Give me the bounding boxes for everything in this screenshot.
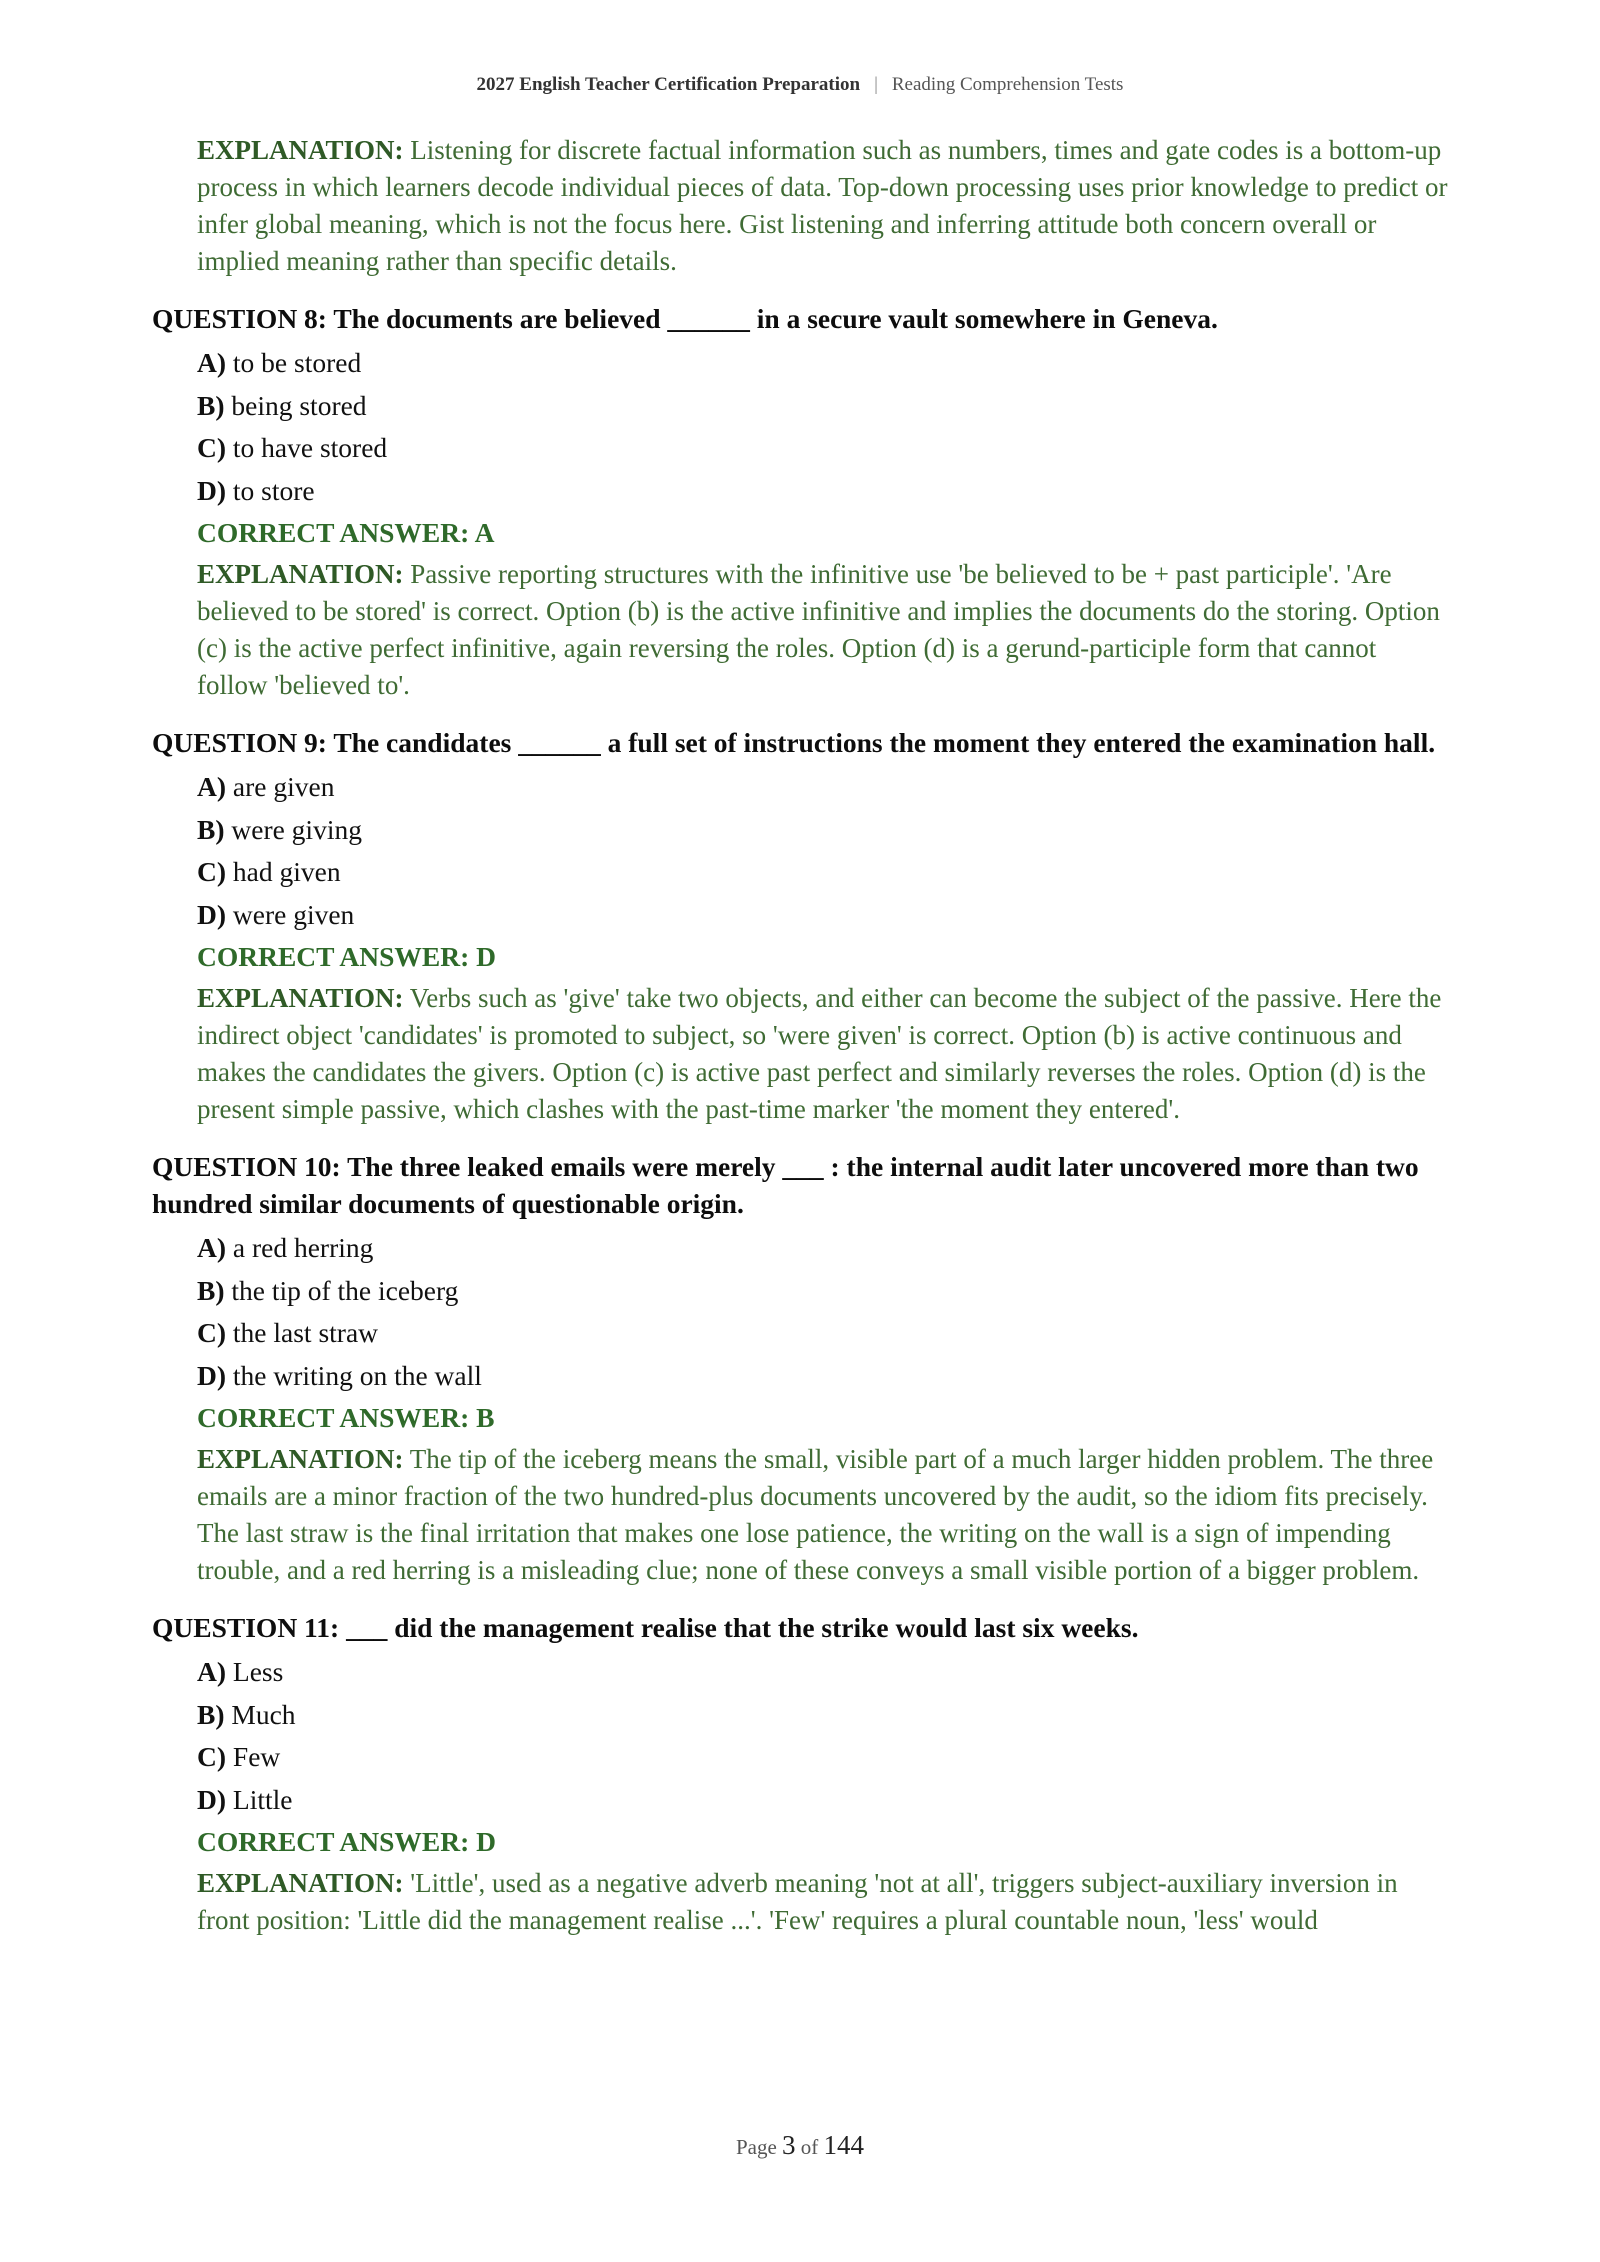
correct-answer: CORRECT ANSWER: D [197,941,496,972]
option-a [197,344,1452,381]
correct-answer: CORRECT ANSWER: D [197,1826,496,1857]
question-block-11 [152,1609,1452,1939]
option-c [197,429,1452,466]
option-text: a red herring [232,1232,374,1263]
option-text: to be stored [232,347,362,378]
question-prompt: QUESTION 8: The documents are believed ______ in a secure vault somewhere in Geneva. [152,303,1218,334]
option-text: being stored [231,389,367,421]
question-prompt: QUESTION 9: The candidates ______ a full set of instructions the moment they entered the examination hall. [152,727,1436,758]
question-block-10 [152,1148,1452,1589]
question-prompt: QUESTION 10: The three leaked emails were merely ___ : the internal audit later uncovered more than two hundred similar documents of questionable origin. [152,1151,1419,1219]
option-letter: C) [197,856,227,887]
option-b [197,387,1452,424]
option-b [197,1272,1452,1309]
explanation-label: EXPLANATION: [197,1444,404,1474]
option-letter: B) [197,389,225,421]
option-letter: A) [197,1232,227,1263]
option-letter: D) [197,1359,227,1391]
option-d [197,896,1452,933]
section-title: Reading Comprehension Tests [891,74,1124,95]
option-c [197,1314,1452,1351]
explanation-q7 [197,132,1452,280]
option-text: Much [231,1698,296,1730]
correct-answer: CORRECT ANSWER: B [197,1402,495,1433]
page-content [152,132,1452,1939]
option-a [197,768,1452,805]
question-block-8 [152,300,1452,704]
option-d [197,1357,1452,1394]
correct-answer: CORRECT ANSWER: A [197,517,495,548]
option-text: were giving [231,813,362,845]
option-text: the tip of the iceberg [231,1274,459,1306]
question-prompt: QUESTION 11: ___ did the management realise that the strike would last six weeks. [152,1612,1139,1643]
option-text: Less [232,1656,284,1687]
explanation-label: EXPLANATION: [197,983,404,1013]
option-text: the writing on the wall [232,1359,482,1391]
total-pages: 144 [823,2130,865,2160]
option-d [197,1781,1452,1818]
explanation-text: Listening for discrete factual information such as numbers, times and gate codes is a bottom-up process in which learners decode individual pieces of data. Top-down processing uses prior knowledge to predict or infer global meaning, which is not the focus here. Gist listening and inferring attitude both concern overall or implied meaning rather than specific details. [197,135,1448,276]
option-letter: C) [197,1317,227,1348]
option-letter: D) [197,474,227,506]
option-letter: A) [197,347,227,378]
option-text: to have stored [232,432,388,463]
option-text: to store [232,474,315,506]
explanation-text: Passive reporting structures with the infinitive use 'be believed to be + past participle'. 'Are believed to be stored' is correct. Option (b) is the active infinitive and implies the documents do the storing. Option (c) is the active perfect infinitive, again reversing the roles. Option (d) is a gerund-participle form that cannot follow 'believed to'. [197,559,1440,700]
explanation-label: EXPLANATION: [197,1868,404,1898]
option-c [197,853,1452,890]
question-block-9 [152,724,1452,1128]
option-c [197,1738,1452,1775]
option-text: Little [232,1783,293,1815]
option-letter: C) [197,432,227,463]
option-d [197,472,1452,509]
option-b [197,1696,1452,1733]
option-letter: A) [197,771,227,802]
option-a [197,1229,1452,1266]
option-text: were given [232,898,355,930]
explanation-text: The tip of the iceberg means the small, visible part of a much larger hidden problem. The three emails are a minor fraction of the two hundred-plus documents uncovered by the audit, so the idiom fits precisely. The last straw is the final irritation that makes one lose patience, the writing on the wall is a sign of impending trouble, and a red herring is a misleading clue; none of these conveys a small visible portion of a bigger problem. [197,1444,1434,1585]
option-a [197,1653,1452,1690]
explanation [197,980,1452,1128]
option-letter: B) [197,813,225,845]
explanation [197,1441,1452,1589]
option-letter: C) [197,1741,227,1772]
option-letter: B) [197,1698,225,1730]
option-text: Few [232,1741,281,1772]
option-text: had given [232,856,341,887]
explanation [197,1865,1452,1939]
explanation-label: EXPLANATION: [197,559,404,589]
option-text: are given [232,771,335,802]
option-letter: D) [197,898,227,930]
page-word: Page [735,2135,777,2159]
option-b [197,811,1452,848]
explanation [197,556,1452,704]
option-letter: A) [197,1656,227,1687]
of-word: of [800,2135,819,2159]
explanation-label: EXPLANATION: [197,135,404,165]
explanation-text: Verbs such as 'give' take two objects, and either can become the subject of the passive. Here the indirect object 'candidates' is promoted to subject, so 'were given' is correct. Option (b) is active continuous and makes the candidates the givers. Option (c) is active past perfect and similarly reverses the roles. Option (d) is the present simple passive, which clashes with the past-time marker 'the moment they entered'. [197,983,1442,1124]
option-letter: B) [197,1274,225,1306]
page-footer [0,2130,1600,2161]
option-letter: D) [197,1783,227,1815]
header-separator: | [874,74,878,95]
page-number: 3 [782,2130,796,2160]
book-title: 2027 English Teacher Certification Preparation [476,74,861,95]
page-header [0,74,1600,96]
option-text: the last straw [232,1317,379,1348]
explanation-text: 'Little', used as a negative adverb meaning 'not at all', triggers subject-auxiliary inversion in front position: 'Little did the management realise ...'. 'Few' requires a plural countable noun, 'less' would [197,1868,1398,1935]
